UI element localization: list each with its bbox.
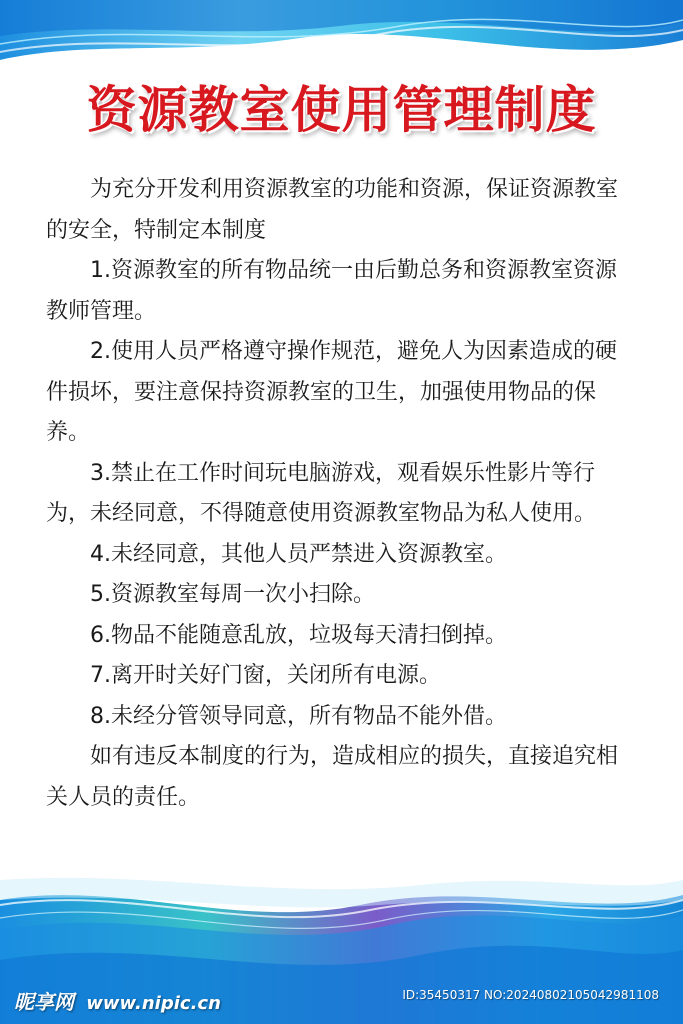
rule-6: 6.物品不能随意乱放，垃圾每天清扫倒掉。 [90,622,507,648]
watermark-id: ID:35450317 NO:20240802105042981108 [402,988,659,1002]
rule-2: 2.使用人员严格遵守操作规范，避免人为因素造成的硬件损坏，要注意保持资源教室的卫生，加强使用物品的保养。 [46,339,617,445]
closing-paragraph: 如有违反本制度的行为，造成相应的损失，直接追究相关人员的责任。 [46,744,619,810]
rules-body [46,170,636,818]
intro-paragraph: 为充分开发利用资源教室的功能和资源，保证资源教室的安全，特制定本制度 [46,177,619,243]
watermark-logo: 昵享网 [14,990,74,1014]
watermark-url: www.nipic.cn [86,993,221,1014]
watermark-brand [14,986,221,1015]
rule-8: 8.未经分管领导同意，所有物品不能外借。 [90,703,507,729]
rule-5: 5.资源教室每周一次小扫除。 [90,582,375,607]
rule-7: 7.离开时关好门窗，关闭所有电源。 [90,663,441,688]
rule-3: 3.禁止在工作时间玩电脑游戏，观看娱乐性影片等行为，未经同意，不得随意使用资源教室物品为私人使用。 [46,460,597,526]
poster-title: 资源教室使用管理制度 [86,80,597,139]
rule-4: 4.未经同意，其他人员严禁进入资源教室。 [90,541,507,567]
rule-1: 1.资源教室的所有物品统一由后勤总务和资源教室资源教师管理。 [46,258,617,324]
